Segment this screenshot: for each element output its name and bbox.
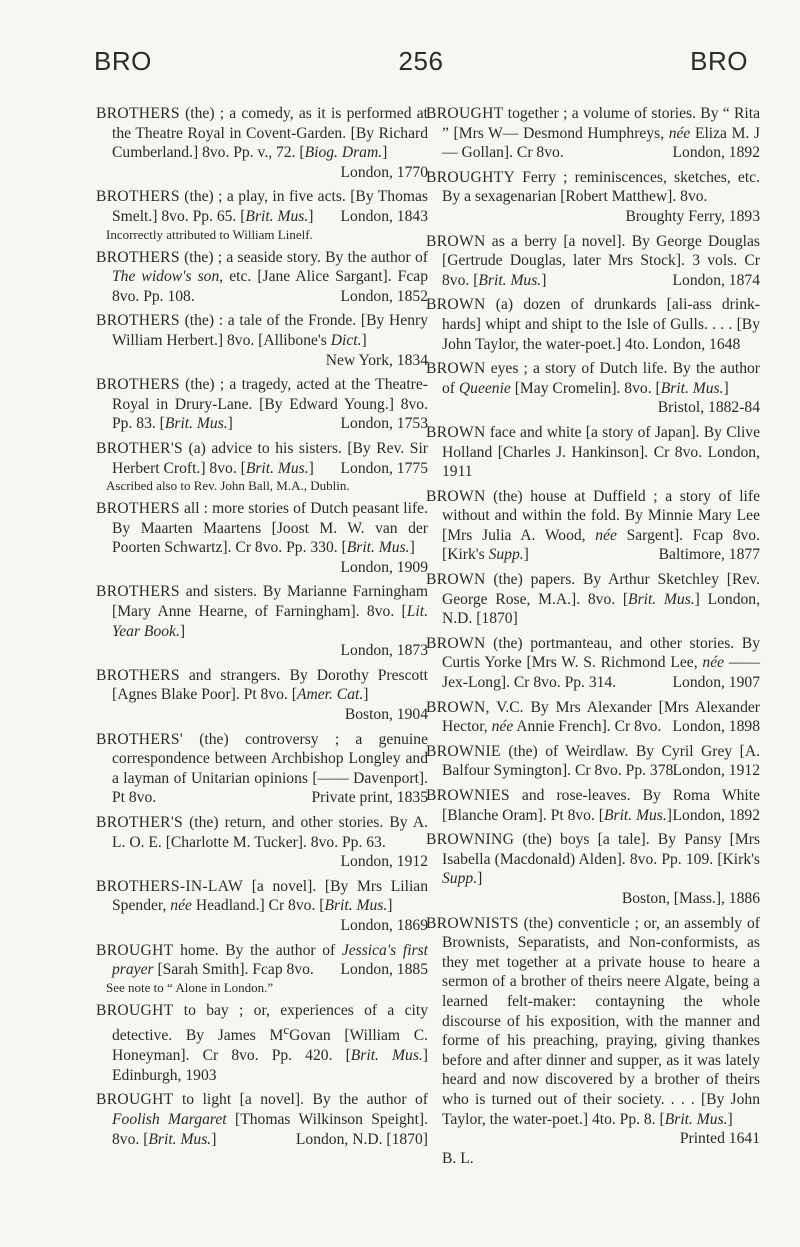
bibliography-entry: BROTHERS (the) ; a comedy, as it is performed at the Theatre Royal in Covent-Garden. [By Richard Cumberland.] 8vo. Pp. v., 72. [Biog. Dram.] London, 1770 [96, 105, 428, 181]
bibliography-entry: BROTHER'S (a) advice to his sisters. [By Rev. Sir Herbert Croft.] 8vo. [Brit. Mus.] London, 1775 Ascribed also to Rev. John Ball, M.A., Dublin. [96, 439, 428, 494]
bibliography-entry: BROWN (the) house at Duffield ; a story of life without and within the fold. By Minnie Mary Lee [Mrs Julia A. Wood, née Sargent]. Fcap 8vo. [Kirk's Supp.] Baltimore, 1877 [426, 487, 760, 564]
bibliography-entry: BROWN as a berry [a novel]. By George Douglas [Gertrude Douglas, later Mrs Stock]. 3 vols. Cr 8vo. [Brit. Mus.] London, 1874 [426, 232, 760, 289]
bibliography-entry: BROUGHT together ; a volume of stories. By “ Rita ” [Mrs W— Desmond Humphreys, née Eliza M. J— Gollan]. Cr 8vo. London, 1892 [426, 105, 761, 162]
bibliography-entry: BROTHERS (the) ; a tragedy, acted at the Theatre-Royal in Drury-Lane. [By Edward Young.] 8vo. Pp. 83. [Brit. Mus.] London, 1753 [96, 376, 428, 433]
bibliography-entry: BROWNIES and rose-leaves. By Roma White [Blanche Oram]. Pt 8vo. [Brit. Mus.] London, 1892 [426, 787, 760, 824]
running-head-left: BRO [94, 46, 152, 76]
bibliography-entry: BROTHERS (the) ; a seaside story. By the author of The widow's son, etc. [Jane Alice Sargant]. Fcap 8vo. Pp. 108. London, 1852 [96, 248, 428, 305]
left-column [96, 104, 428, 1154]
right-column [426, 104, 760, 1173]
bibliography-entry: BROTHERS (the) ; a play, in five acts. [By Thomas Smelt.] 8vo. Pp. 65. [Brit. Mus.] London, 1843 Incorrectly attributed to William Linelf. [96, 188, 428, 242]
bibliography-entry: BROWNIE (the) of Weirdlaw. By Cyril Grey [A. Balfour Symington]. Cr 8vo. Pp. 378. London, 1912 [426, 742, 760, 780]
bibliography-entry: BROWN, V.C. By Mrs Alexander [Mrs Alexander Hector, née Annie French]. Cr 8vo. London, 1898 [426, 698, 760, 736]
bibliography-entry: BROUGHT to light [a novel]. By the author of Foolish Margaret [Thomas Wilkinson Speight]. 8vo. [Brit. Mus.] London, N.D. [1870] [96, 1091, 428, 1148]
bibliography-entry: BROWNING (the) boys [a tale]. By Pansy [Mrs Isabella (Macdonald) Alden]. 8vo. Pp. 109. [Kirk's Supp.] Boston, [Mass.], 1886 [426, 831, 760, 907]
bibliography-entry: BROWN (a) dozen of drunkards [ali-ass drink-hards] whipt and shipt to the Isle of Gulls. . . . [By John Taylor, the water-poet.] 4to. London, 1648 [426, 296, 760, 353]
running-head-right: BRO [690, 46, 748, 76]
bibliography-entry: BROWN (the) papers. By Arthur Sketchley [Rev. George Rose, M.A.]. 8vo. [Brit. Mus.] London, N.D. [1870] [426, 571, 760, 628]
bibliography-entry: BROTHERS and sisters. By Marianne Farningham [Mary Anne Hearne, of Farningham]. 8vo. [Lit. Year Book.] London, 1873 [96, 583, 428, 660]
bibliography-entry: BROWN (the) portmanteau, and other stories. By Curtis Yorke [Mrs W. S. Richmond Lee, née —— Jex-Long]. Cr 8vo. Pp. 314. London, 1907 [426, 634, 760, 692]
bibliography-entry: BROTHERS all : more stories of Dutch peasant life. By Maarten Maartens [Joost M. W. van der Poorten Schwartz]. Cr 8vo. Pp. 330. [Brit. Mus.] London, 1909 [96, 500, 428, 576]
bibliography-entry: BROTHERS (the) : a tale of the Fronde. [By Henry William Herbert.] 8vo. [Allibone's Dict.] New York, 1834 [96, 312, 428, 369]
bibliography-entry: BROTHERS-IN-LAW [a novel]. [By Mrs Lilian Spender, née Headland.] Cr 8vo. [Brit. Mus.] London, 1869 [96, 877, 428, 934]
bibliography-entry: BROTHERS and strangers. By Dorothy Prescott [Agnes Blake Poor]. Pt 8vo. [Amer. Cat.] Boston, 1904 [96, 666, 428, 724]
bibliography-entry: BROTHER'S (the) return, and other stories. By A. L. O. E. [Charlotte M. Tucker]. 8vo. Pp. 63. London, 1912 [96, 814, 428, 871]
bibliography-entry: BROWN eyes ; a story of Dutch life. By the author of Queenie [May Cromelin]. 8vo. [Brit. Mus.] Bristol, 1882-84 [426, 360, 760, 417]
page-number: 256 [398, 46, 444, 76]
bibliography-entry: BROUGHTY Ferry ; reminiscences, sketches, etc. By a sexagenarian [Robert Matthew]. 8vo. Broughty Ferry, 1893 [426, 168, 760, 225]
bibliography-entry: BROUGHT home. By the author of Jessica's first prayer [Sarah Smith]. Fcap 8vo. London, 1885 See note to “ Alone in London.” [96, 941, 428, 995]
bibliography-entry: BROTHERS' (the) controversy ; a genuine correspondence between Archbishop Longley and a layman of Unitarian opinions [—— Davenport]. Pt 8vo. Private print, 1835 [96, 730, 428, 807]
bibliography-entry: BROWNISTS (the) conventicle ; or, an assembly of Brownists, Separatists, and Non-conformists, as they met together at a private house to heare a sermon of a brother of theirs neere Algate, being a learned felt-maker: contayning the whole discourse of his exposition, with the manner and forme of his preaching, praying, giving thankes before and after dinner and supper, as it was lately heard and now discovered by a brother of theirs who is turned out of their society. . . . [By John Taylor, the water-poet.] 4to. Pp. 8. [Brit. Mus.] Printed 1641 B. L. [426, 914, 760, 1167]
bibliography-entry: BROWN face and white [a story of Japan]. By Clive Holland [Charles J. Hankinson]. Cr 8vo. London, 1911 [426, 423, 760, 481]
page-header [94, 46, 748, 86]
bibliography-entry: BROUGHT to bay ; or, experiences of a city detective. By James $M^cGovan$ [William C. Honeyman]. Cr 8vo. Pp. 420. [Brit. Mus.] Edinburgh, 1903 [96, 1001, 428, 1084]
